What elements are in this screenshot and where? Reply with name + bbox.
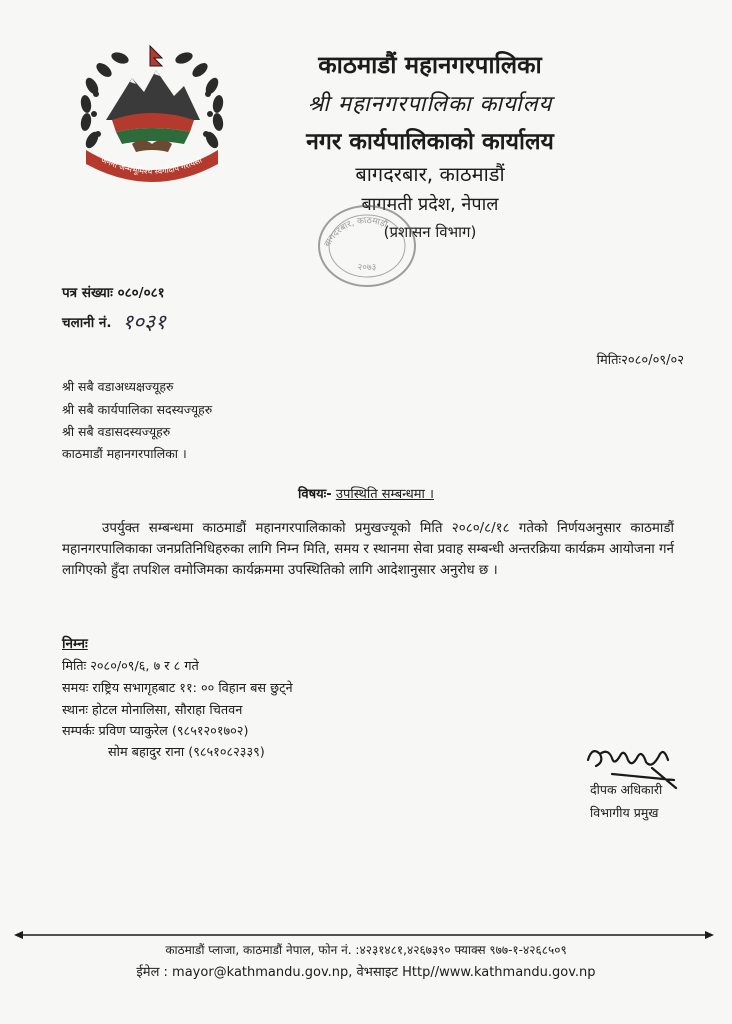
signatory-title: विभागीय प्रमुख [590,805,659,820]
footer-contact: ईमेल : mayor@kathmandu.gov.np, वेभसाइट Http//www.kathmandu.gov.np [136,965,596,980]
addressee-line: काठमाडौं महानगरपालिका । [62,446,187,461]
subject-text: उपस्थिति सम्बन्धमा । [335,487,434,502]
body-paragraph: उपर्युक्त सम्बन्धमा काठमाडौं महानगरपालिकाको प्रमुखज्यूको मिति २०८०/८/१८ गतेको निर्णयअनुसार काठमाडौं महानगरपालिकाका जनप्रतिनिधिहरुका लागि निम्न मिति, समय र स्थानमा सेवा प्रवाह सम्बन्धी अन्तरक्रिया कार्यक्रम आयोजना गर्न लागिएको हुँदा तपशिल वमोजिमका कार्यक्रममा उपस्थितिको लागि आदेशानुसार अनुरोध छ । [62,521,674,578]
subject-line [0,484,732,502]
stamp-text: बागदरबार, काठमाडौं [322,215,389,249]
stamp-year: २०७३ [357,263,377,273]
svg-text:बागदरबार, काठमाडौं [323,216,390,249]
patra-value: ०८०/०८१ [117,285,165,301]
nepal-emblem-icon [72,40,232,190]
details-heading: निम्नः [62,636,88,652]
addressee-line: श्री सबै कार्यपालिका सदस्यज्यूहरु [62,402,213,417]
detail-time: समयः राष्ट्रिय सभागृहबाट ११: ०० विहान बस छुट्ने [62,681,293,696]
subject-label: विषयः- [298,487,332,502]
letterhead-department: (प्रशासन विभाग) [383,223,477,241]
chalani-label: चलानी नं. [62,315,112,331]
detail-venue: स्थानः होटल मोनालिसा, सौराहा चितवन [62,703,243,718]
chalani-value: १०३१ [122,310,166,334]
addressee-line: श्री सबै वडाअध्यक्षज्यूहरु [62,379,174,394]
letterhead-office-script: श्री महानगरपालिका कार्यालय [307,92,553,117]
emblem-motto: जननी जन्मभूमिश्च स्वर्गादपि गरीयसी [99,155,204,177]
signatory-name: दीपक अधिकारी [590,782,663,797]
office-stamp-icon [312,196,422,292]
footer-address: काठमाडौं प्लाजा, काठमाडौं नेपाल, फोन नं. :४२३१४८१,४२६७३९० फ्याक्स ९७७-१-४२६८५०९ [165,943,567,957]
addressee-line: श्री सबै वडासदस्यज्यूहरु [62,424,171,439]
detail-contact-2: सोम बहादुर राना (९८५१०८२३३९) [108,745,265,760]
detail-date: मितिः २०८०/०९/६, ७ र ८ गते [62,659,199,674]
letterhead-municipality: काठमाडौं महानगरपालिका [318,51,542,79]
patra-sankhya [62,283,165,301]
patra-label: पत्र संख्याः [62,285,113,301]
footer-divider [14,930,714,940]
letter-date: मितिः२०८०/०९/०२ [596,353,684,368]
letterhead-office: नगर कार्यपालिकाको कार्यालय [306,129,554,155]
detail-contact: सम्पर्कः प्रविण प्याकुरेल (९८५१२०१७०२) [62,724,249,739]
chalani-number [62,306,166,334]
letterhead-province: बागमती प्रदेश, नेपाल [361,194,499,215]
letterhead-address: बागदरबार, काठमाडौं [355,162,505,186]
